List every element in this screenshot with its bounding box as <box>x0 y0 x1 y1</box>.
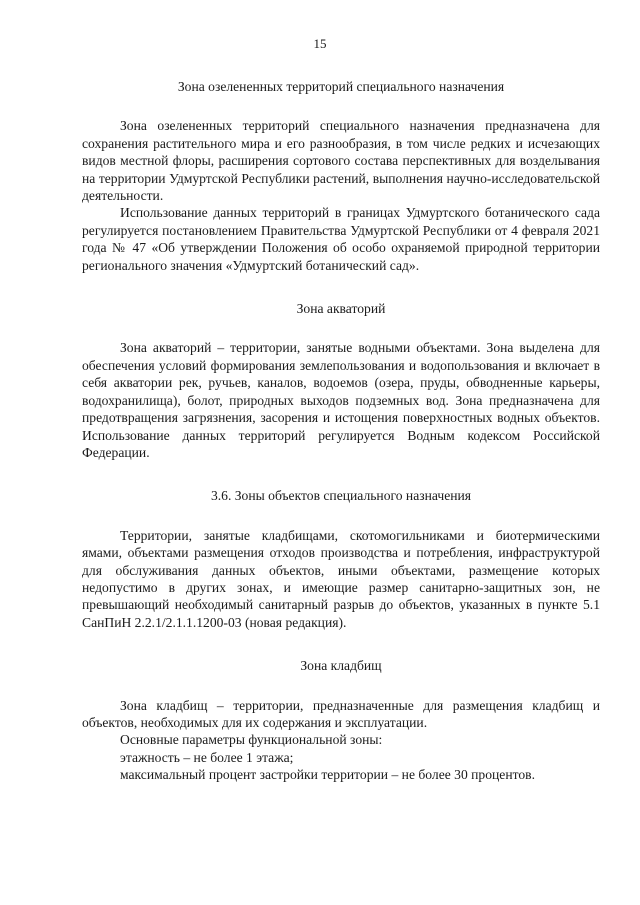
paragraph: Зона озелененных территорий специального назначения предназначена для сохранения растительного мира и его разнообразия, в том числе редких и исчезающих видов местной флоры, расширения сортового состава перспективных для возделывания на территории Удмуртской Республики растений, выполнения научно-исследовательской деятельности. <box>82 118 600 204</box>
document-body <box>82 78 600 784</box>
section-heading: Зона кладбищ <box>300 658 382 674</box>
paragraph: Зона кладбищ – территории, предназначенные для размещения кладбищ и объектов, необходимых для их содержания и эксплуатации. <box>82 697 600 730</box>
section-heading: Зона озелененных территорий специального назначения <box>177 79 505 94</box>
paragraph: Территории, занятые кладбищами, скотомогильниками и биотермическими ямами, объектами размещения отходов производства и потребления, инфраструктурой для обслуживания данных объектов, иными объектами, размещение которых недопустимо в других зонах, и имеющие размер санитарно-защитных зон, не превышающий необходимый санитарный разрыв до объектов, указанных в пункте 5.1 СанПиН 2.2.1/2.1.1.1200-03 (новая редакция). <box>82 527 600 630</box>
page-number: 15 <box>313 36 327 51</box>
paragraph: Использование данных территорий в границах Удмуртского ботанического сада регулируется постановлением Правительства Удмуртской Республики от 4 февраля 2021 года № 47 «Об утверждении Положения об особо охраняемой природной территории регионального значения «Удмуртский ботанический сад». <box>82 205 600 273</box>
paragraph: этажность – не более 1 этажа; <box>120 749 294 765</box>
paragraph: Основные параметры функциональной зоны: <box>120 732 383 748</box>
section-heading: Зона акваторий <box>296 301 386 317</box>
paragraph: максимальный процент застройки территории – не более 30 процентов. <box>120 767 535 783</box>
paragraph: Зона акваторий – территории, занятые водными объектами. Зона выделена для обеспечения условий формирования землепользования и водопользования и включает в себя акватории рек, ручьев, каналов, водоемов (озера, пруды, обводненные карьеры, водохранилища), болот, природных выходов подземных вод. Зона предназначена для предотвращения загрязнения, засорения и истощения поверхностных водных объектов. Использование данных территорий регулируется Водным кодексом Российской Федерации. <box>82 340 600 460</box>
section-heading: 3.6. Зоны объектов специального назначения <box>210 488 472 504</box>
